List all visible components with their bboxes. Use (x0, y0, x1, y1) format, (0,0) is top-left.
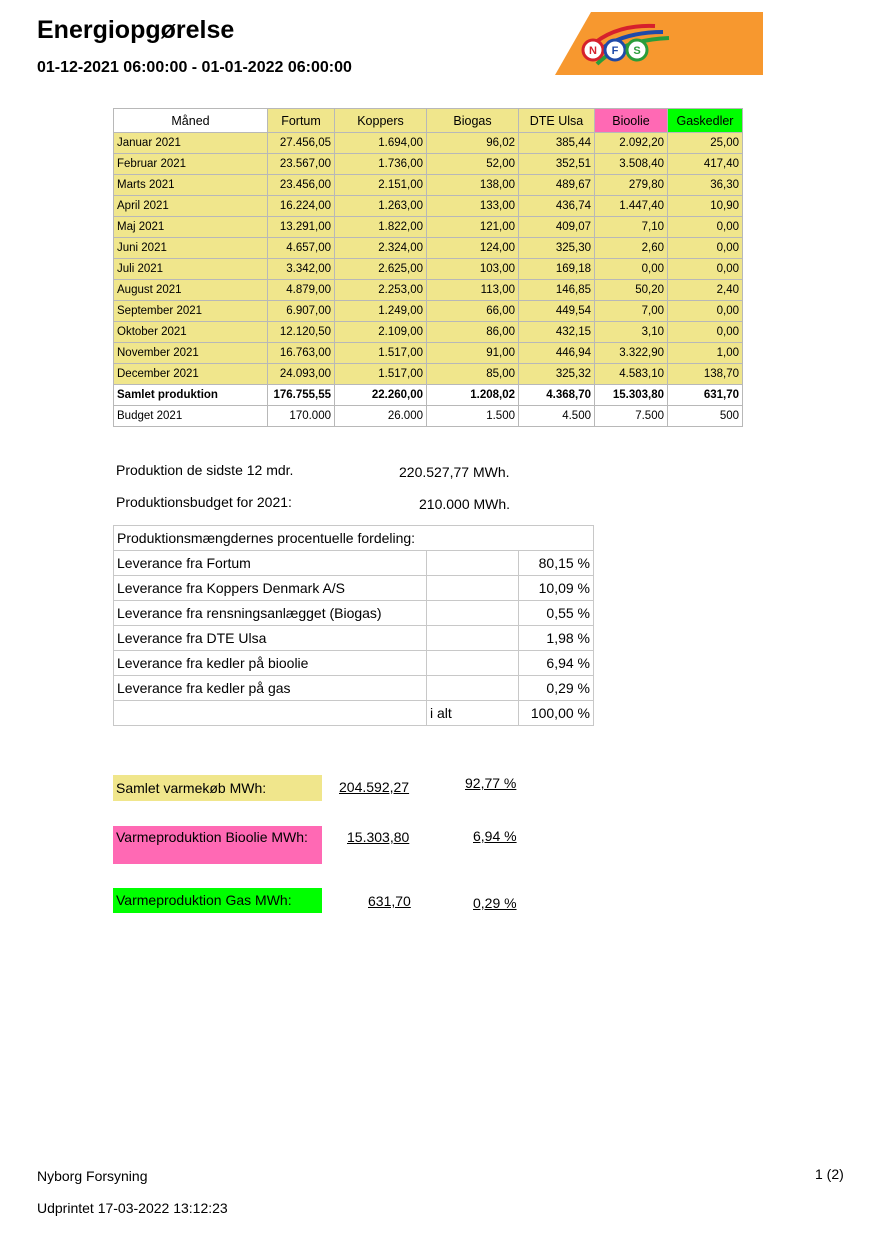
row-value: 489,67 (519, 175, 595, 196)
production-12m-value: 220.527,77 MWh. (399, 464, 510, 480)
distribution-empty (114, 701, 427, 726)
row-value: 16.763,00 (268, 343, 335, 364)
distribution-pct: 0,55 % (519, 601, 594, 626)
row-value: 22.260,00 (335, 385, 427, 406)
bioolie-label: Varmeproduktion Bioolie MWh: (113, 826, 322, 864)
row-value: 352,51 (519, 154, 595, 175)
header-biogas: Biogas (427, 109, 519, 133)
row-value: 385,44 (519, 133, 595, 154)
row-value: 133,00 (427, 196, 519, 217)
row-value: 12.120,50 (268, 322, 335, 343)
row-value: 121,00 (427, 217, 519, 238)
row-value: 169,18 (519, 259, 595, 280)
distribution-total-row (114, 701, 594, 726)
row-value: 4.657,00 (268, 238, 335, 259)
row-value: 7.500 (595, 406, 668, 427)
row-label: November 2021 (114, 343, 268, 364)
table-row (114, 259, 743, 280)
row-value: 10,90 (668, 196, 743, 217)
distribution-label: Leverance fra kedler på gas (114, 676, 427, 701)
table-header-row (114, 109, 743, 133)
row-value: 1.208,02 (427, 385, 519, 406)
row-value: 1.517,00 (335, 364, 427, 385)
row-value: 279,80 (595, 175, 668, 196)
table-row (114, 133, 743, 154)
header-maned: Måned (114, 109, 268, 133)
distribution-pct: 10,09 % (519, 576, 594, 601)
distribution-pct: 6,94 % (519, 651, 594, 676)
distribution-row (114, 551, 594, 576)
distribution-empty (427, 651, 519, 676)
row-value: 1.517,00 (335, 343, 427, 364)
row-value: 3,10 (595, 322, 668, 343)
distribution-row (114, 651, 594, 676)
distribution-label: Leverance fra kedler på bioolie (114, 651, 427, 676)
row-value: 631,70 (668, 385, 743, 406)
row-value: 2.625,00 (335, 259, 427, 280)
row-value: 7,00 (595, 301, 668, 322)
row-value: 1,00 (668, 343, 743, 364)
distribution-label: Leverance fra Koppers Denmark A/S (114, 576, 427, 601)
row-value: 52,00 (427, 154, 519, 175)
varmekob-value: 204.592,27 (339, 779, 410, 795)
row-value: 432,15 (519, 322, 595, 343)
header-fortum: Fortum (268, 109, 335, 133)
row-value: 1.249,00 (335, 301, 427, 322)
distribution-empty (427, 601, 519, 626)
row-label: December 2021 (114, 364, 268, 385)
row-value: 146,85 (519, 280, 595, 301)
row-value: 96,02 (427, 133, 519, 154)
table-row (114, 238, 743, 259)
row-value: 325,32 (519, 364, 595, 385)
distribution-pct: 80,15 % (519, 551, 594, 576)
row-label: Juli 2021 (114, 259, 268, 280)
row-value: 1.822,00 (335, 217, 427, 238)
distribution-title: Produktionsmængdernes procentuelle fordeling: (114, 526, 594, 551)
row-value: 2.324,00 (335, 238, 427, 259)
production-budget-label: Produktionsbudget for 2021: (116, 494, 292, 510)
row-value: 15.303,80 (595, 385, 668, 406)
row-value: 449,54 (519, 301, 595, 322)
row-label: Juni 2021 (114, 238, 268, 259)
row-value: 4.500 (519, 406, 595, 427)
row-value: 13.291,00 (268, 217, 335, 238)
table-row (114, 322, 743, 343)
distribution-label: Leverance fra Fortum (114, 551, 427, 576)
row-value: 91,00 (427, 343, 519, 364)
row-value: 24.093,00 (268, 364, 335, 385)
footer-company: Nyborg Forsyning (37, 1168, 148, 1184)
distribution-row (114, 626, 594, 651)
row-value: 138,70 (668, 364, 743, 385)
table-row (114, 175, 743, 196)
row-value: 4.583,10 (595, 364, 668, 385)
row-value: 1.263,00 (335, 196, 427, 217)
row-label: April 2021 (114, 196, 268, 217)
table-row (114, 280, 743, 301)
row-label: Februar 2021 (114, 154, 268, 175)
distribution-row (114, 601, 594, 626)
row-value: 2,40 (668, 280, 743, 301)
row-value: 3.508,40 (595, 154, 668, 175)
row-label: Oktober 2021 (114, 322, 268, 343)
row-value: 16.224,00 (268, 196, 335, 217)
distribution-total-value: 100,00 % (519, 701, 594, 726)
table-row (114, 154, 743, 175)
table-row (114, 196, 743, 217)
header-koppers: Koppers (335, 109, 427, 133)
row-label: September 2021 (114, 301, 268, 322)
row-value: 2.253,00 (335, 280, 427, 301)
row-value: 103,00 (427, 259, 519, 280)
row-value: 446,94 (519, 343, 595, 364)
row-value: 4.879,00 (268, 280, 335, 301)
row-value: 3.322,90 (595, 343, 668, 364)
row-value: 170.000 (268, 406, 335, 427)
table-row (114, 217, 743, 238)
row-value: 85,00 (427, 364, 519, 385)
row-value: 3.342,00 (268, 259, 335, 280)
row-value: 0,00 (668, 217, 743, 238)
distribution-row (114, 576, 594, 601)
row-value: 0,00 (668, 259, 743, 280)
row-value: 500 (668, 406, 743, 427)
distribution-title-row (114, 526, 594, 551)
table-row (114, 364, 743, 385)
row-value: 36,30 (668, 175, 743, 196)
distribution-label: Leverance fra DTE Ulsa (114, 626, 427, 651)
row-label: Januar 2021 (114, 133, 268, 154)
row-value: 27.456,05 (268, 133, 335, 154)
distribution-table (113, 525, 594, 726)
row-value: 113,00 (427, 280, 519, 301)
table-row (114, 301, 743, 322)
row-value: 2.092,20 (595, 133, 668, 154)
row-value: 0,00 (668, 238, 743, 259)
distribution-label: Leverance fra rensningsanlægget (Biogas) (114, 601, 427, 626)
row-value: 2.151,00 (335, 175, 427, 196)
row-label: Marts 2021 (114, 175, 268, 196)
nfs-logo (555, 12, 763, 75)
distribution-pct: 0,29 % (519, 676, 594, 701)
bioolie-pct: 6,94 % (473, 828, 517, 844)
bioolie-value: 15.303,80 (347, 829, 410, 845)
row-value: 26.000 (335, 406, 427, 427)
row-value: 176.755,55 (268, 385, 335, 406)
row-value: 0,00 (668, 301, 743, 322)
production-budget-value: 210.000 MWh. (419, 496, 511, 512)
header-bioolie: Bioolie (595, 109, 668, 133)
row-value: 7,10 (595, 217, 668, 238)
production-12m-label: Produktion de sidste 12 mdr. (116, 462, 294, 478)
distribution-empty (427, 551, 519, 576)
row-value: 50,20 (595, 280, 668, 301)
row-value: 325,30 (519, 238, 595, 259)
row-value: 23.567,00 (268, 154, 335, 175)
table-row (114, 343, 743, 364)
row-value: 0,00 (668, 322, 743, 343)
logo-letter-n: N (589, 45, 597, 57)
distribution-pct: 1,98 % (519, 626, 594, 651)
total-row (114, 385, 743, 406)
distribution-empty (427, 576, 519, 601)
header-gaskedler: Gaskedler (668, 109, 743, 133)
gas-pct: 0,29 % (473, 895, 517, 911)
distribution-row (114, 676, 594, 701)
distribution-empty (427, 676, 519, 701)
footer-printed: Udprintet 17-03-2022 13:12:23 (37, 1200, 228, 1216)
row-label: August 2021 (114, 280, 268, 301)
varmekob-pct: 92,77 % (465, 775, 517, 791)
row-value: 4.368,70 (519, 385, 595, 406)
footer-page-number: 1 (2) (815, 1166, 844, 1182)
report-period: 01-12-2021 06:00:00 - 01-01-2022 06:00:00 (37, 59, 352, 76)
logo-letter-s: S (633, 45, 641, 57)
row-value: 124,00 (427, 238, 519, 259)
budget-row (114, 406, 743, 427)
row-value: 6.907,00 (268, 301, 335, 322)
row-value: 409,07 (519, 217, 595, 238)
varmekob-label: Samlet varmekøb MWh: (113, 775, 322, 801)
row-value: 1.500 (427, 406, 519, 427)
monthly-production-table (113, 108, 743, 427)
row-value: 86,00 (427, 322, 519, 343)
distribution-total-label: i alt (427, 701, 519, 726)
row-label: Samlet produktion (114, 385, 268, 406)
row-value: 436,74 (519, 196, 595, 217)
gas-label: Varmeproduktion Gas MWh: (113, 888, 322, 913)
row-value: 2,60 (595, 238, 668, 259)
row-value: 23.456,00 (268, 175, 335, 196)
row-value: 1.694,00 (335, 133, 427, 154)
row-value: 2.109,00 (335, 322, 427, 343)
row-label: Maj 2021 (114, 217, 268, 238)
row-value: 25,00 (668, 133, 743, 154)
distribution-empty (427, 626, 519, 651)
row-value: 1.447,40 (595, 196, 668, 217)
logo-letter-f: F (611, 45, 619, 57)
header-dte-ulsa: DTE Ulsa (519, 109, 595, 133)
row-value: 66,00 (427, 301, 519, 322)
row-value: 0,00 (595, 259, 668, 280)
row-value: 417,40 (668, 154, 743, 175)
row-value: 138,00 (427, 175, 519, 196)
row-value: 1.736,00 (335, 154, 427, 175)
page-title: Energiopgørelse (37, 16, 235, 44)
gas-value: 631,70 (368, 893, 411, 909)
row-label: Budget 2021 (114, 406, 268, 427)
